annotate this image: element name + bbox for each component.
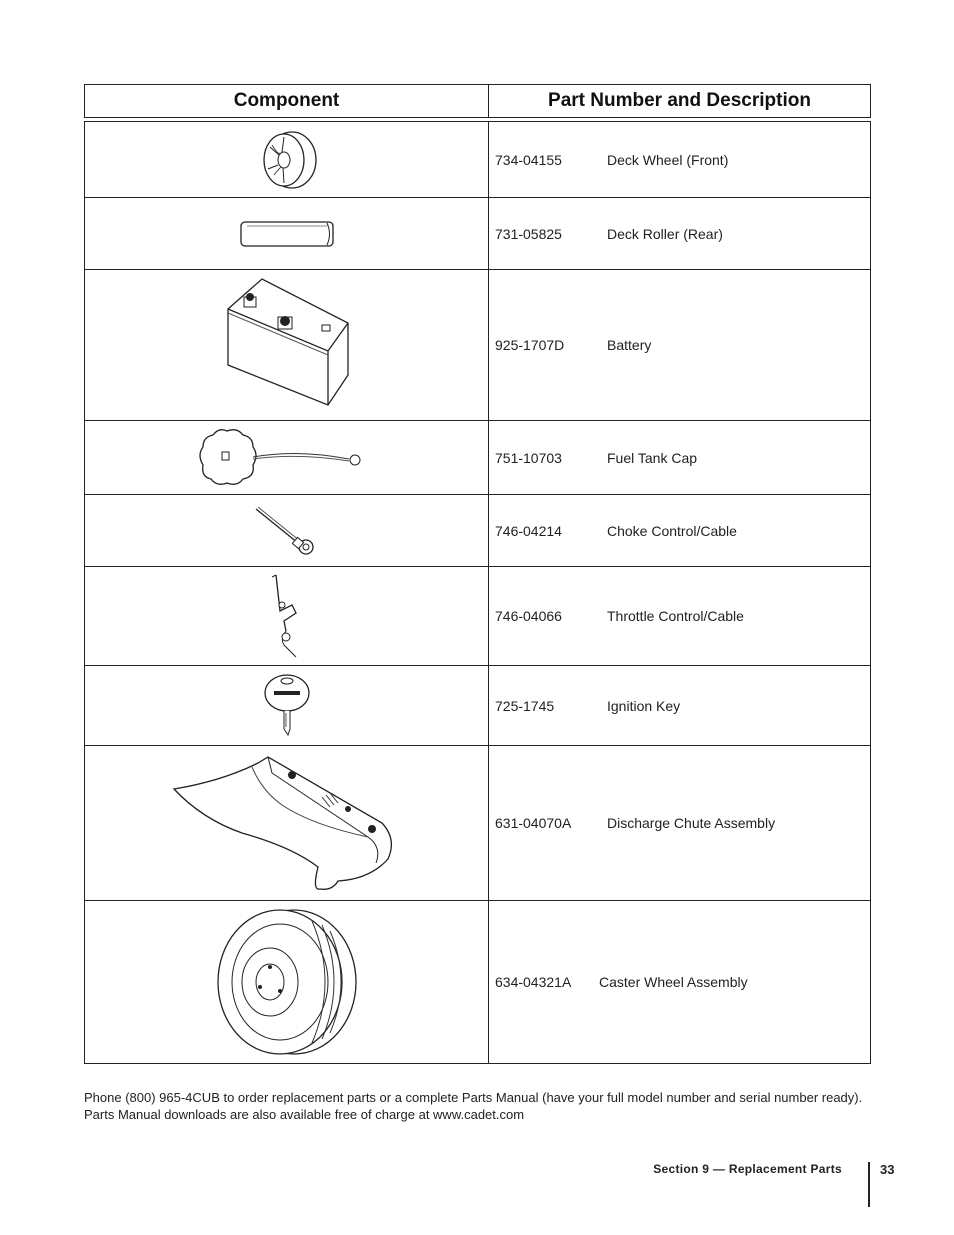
part-number: 751-10703 [495,449,562,466]
part-number: 634-04321A [495,974,572,990]
part-number: 725-1745 [495,697,555,714]
table-body [84,121,871,1064]
table-row [85,495,870,567]
deck-wheel-icon [85,122,489,197]
ignition-key-icon [85,666,489,745]
table-row [85,122,870,198]
caster-wheel-icon [85,901,489,1063]
part-description: Fuel Tank Cap [607,449,698,466]
header-component: Component [85,85,489,117]
table-row [85,198,870,270]
table-row [85,746,870,901]
battery-icon [85,270,489,420]
header-part: Part Number and Description [548,90,811,111]
section-title: Section 9 — Replacement Parts [653,1162,842,1176]
part-description: Discharge Chute Assembly [607,815,776,831]
part-description: Caster Wheel Assembly [599,974,748,990]
table-row [85,666,870,746]
part-description: Deck Wheel (Front) [607,151,729,168]
part-number: 731-05825 [495,225,562,242]
table-row [85,421,870,495]
part-number: 734-04155 [495,151,562,168]
part-number: 746-04066 [495,608,562,624]
part-number: 631-04070A [495,815,572,831]
table-header [84,84,871,118]
part-description: Ignition Key [607,697,681,714]
order-info-text: Phone (800) 965-4CUB to order replacement parts or a complete Parts Manual (have your full model number and serial number ready). Parts Manual downloads are also available free of charge at www.cadet.com [84,1090,863,1122]
part-number: 925-1707D [495,337,565,353]
part-number: 746-04214 [495,522,562,539]
page-number: 33 [880,1162,895,1177]
part-description: Battery [607,337,652,353]
part-description: Choke Control/Cable [607,522,737,539]
throttle-cable-icon [85,567,489,665]
part-description: Deck Roller (Rear) [607,225,723,242]
choke-cable-icon [85,495,489,566]
table-row [85,567,870,666]
discharge-chute-icon [85,746,489,900]
page-divider [868,1162,870,1207]
part-description: Throttle Control/Cable [607,608,744,624]
table-row [85,901,870,1063]
table-row [85,270,870,421]
parts-table [84,84,871,1064]
fuel-cap-icon [85,421,489,494]
deck-roller-icon [85,198,489,269]
